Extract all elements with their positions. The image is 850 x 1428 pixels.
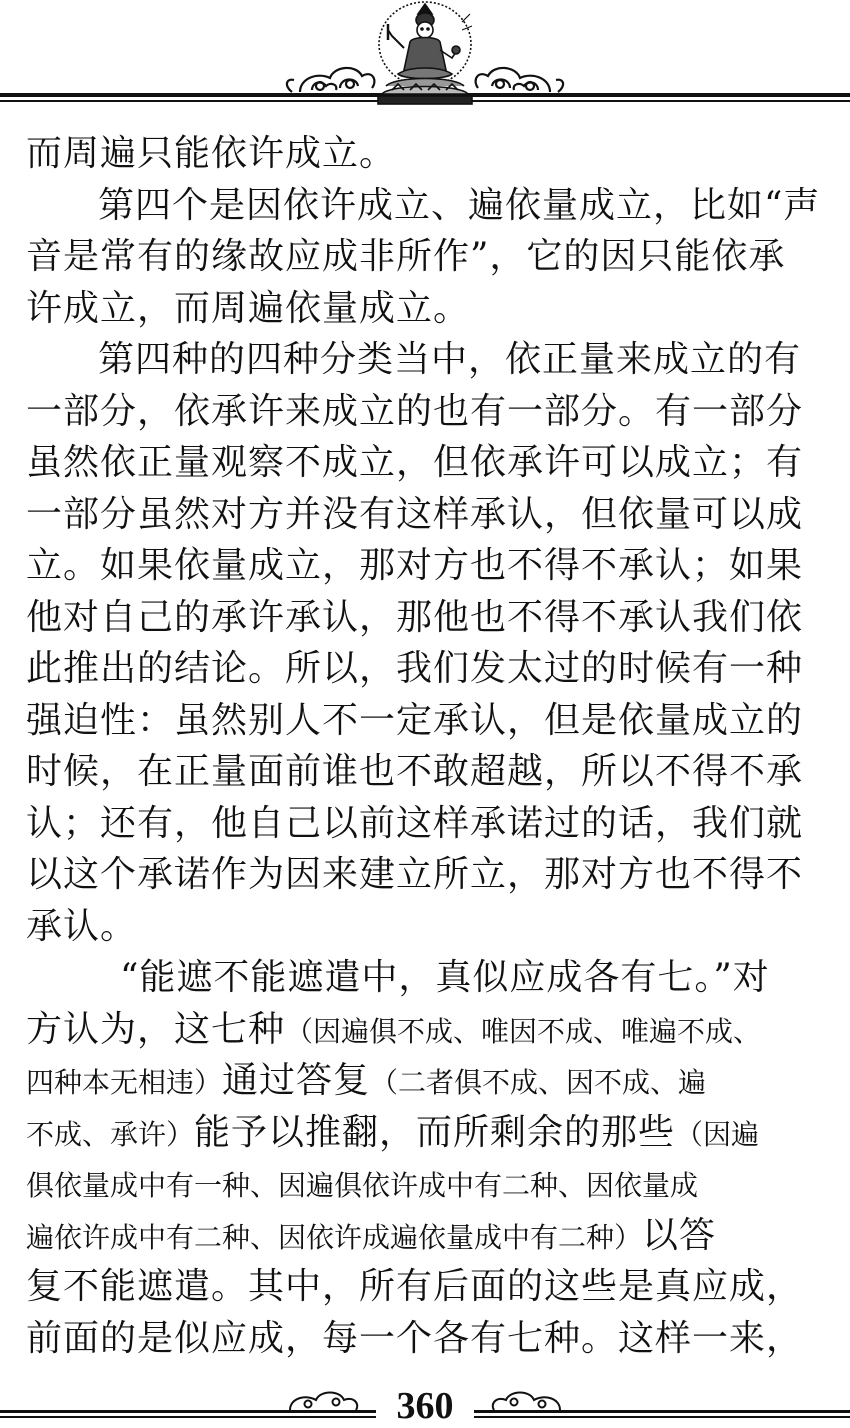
text-line: 复不能遮遣。其中，所有后面的这些是真应成， (26, 1266, 804, 1307)
text-span: 通过答复 (222, 1060, 371, 1101)
text-line: 时候，在正量面前谁也不敢超越，所以不得不承 (26, 751, 804, 792)
text-line: 立。如果依量成立，那对方也不得不承认；如果 (26, 545, 804, 586)
text-line: 此推出的结论。所以，我们发太过的时候有一种 (26, 648, 804, 689)
text-line: 前面的是似应成，每一个各有七种。这样一来， (26, 1317, 804, 1359)
text-line: 许成立，而周遍依量成立。 (26, 287, 471, 329)
text-line (26, 1210, 826, 1262)
text-line (26, 1107, 826, 1159)
left-cloud-icon (287, 68, 374, 92)
text-line: 认；还有，他自己以前这样承诺过的话，我们就 (26, 802, 804, 844)
text-line: 承认。 (26, 905, 138, 947)
text-line: 而周遍只能依许成立。 (26, 133, 397, 174)
right-cloud-icon (493, 1393, 560, 1411)
annotation-text: 俱依量成中有一种、因遍俱依许成中有二种、因依量成 (26, 1169, 699, 1202)
annotation-text: 遍依许成中有二种、因依许成遍依量成中有二种） (26, 1220, 643, 1254)
text-line: 他对自己的承许承认，那他也不得不承认我们依 (26, 596, 804, 638)
page-number: 360 (396, 1385, 454, 1427)
text-line: 音是常有的缘故应成非所作”，它的因只能依承 (26, 236, 786, 277)
text-line (26, 1055, 826, 1107)
text-line: 强迫性：虽然别人不一定承认，但是依量成立的 (26, 699, 804, 741)
annotation-text: 四种本无相违） (26, 1066, 223, 1099)
padmasambhava-figure-icon (378, 2, 472, 104)
text-line: 一部分，依承许来成立的也有一部分。有一部分 (26, 390, 804, 432)
text-line: 第四种的四种分类当中，依正量来成立的有 (98, 339, 802, 380)
page-body (26, 128, 826, 1364)
annotation-text: （因遍 (675, 1117, 760, 1151)
right-cloud-icon (476, 68, 563, 92)
header-ornament (0, 0, 850, 112)
text-line: 虽然依正量观察不成立，但依承许可以成立；有 (26, 442, 804, 483)
text-line (26, 1004, 826, 1056)
text-line (26, 1158, 826, 1210)
verse-line: “能遮不能遮遣中，真似应成各有七。”对 (120, 957, 770, 998)
text-line: 一部分虽然对方并没有这样承认，但依量可以成 (26, 493, 804, 535)
text-line: 以这个承诺作为因来建立所立，那对方也不得不 (26, 854, 804, 895)
page-header (0, 0, 850, 112)
text-span: 以答 (642, 1214, 717, 1256)
text-span: 方认为，这七种 (26, 1008, 286, 1050)
text-line: 第四个是因依许成立、遍依量成立，比如“声 (98, 184, 821, 226)
annotation-text: （因遍俱不成、唯因不成、唯遍不成、 (285, 1014, 762, 1048)
annotation-text: （二者俱不成、因不成、遍 (370, 1066, 707, 1099)
annotation-text: 不成、承许） (26, 1117, 195, 1151)
left-cloud-icon (290, 1393, 357, 1411)
text-span: 能予以推翻，而所剩余的那些 (194, 1111, 676, 1153)
page-footer (0, 1378, 850, 1426)
